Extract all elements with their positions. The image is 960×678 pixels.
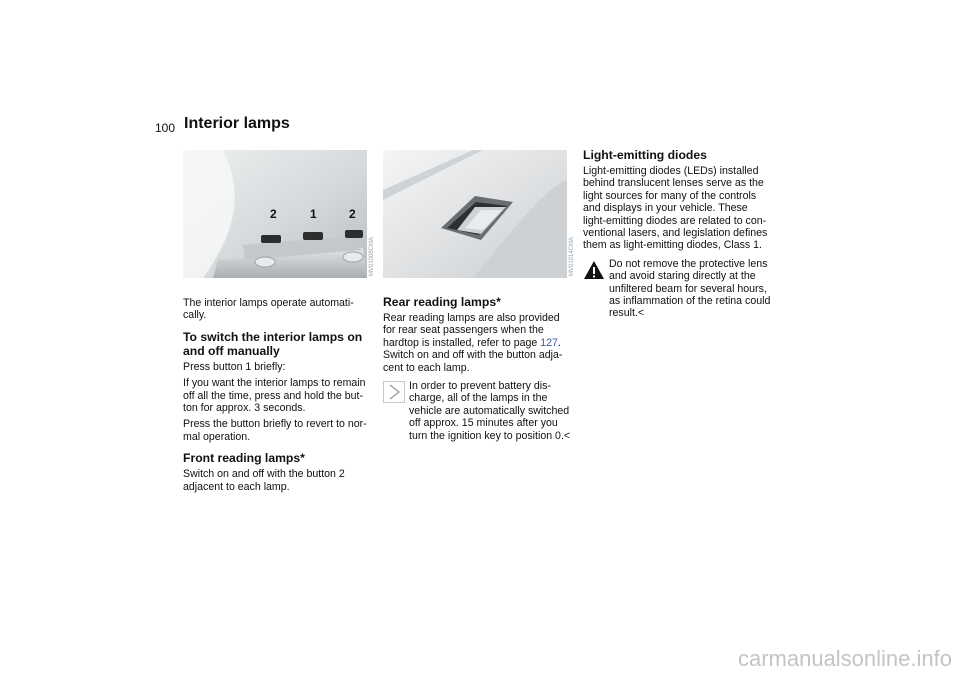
end-marker: < — [563, 429, 571, 442]
page-title: Interior lamps — [184, 115, 290, 132]
figure-code-1: MV01008CMA — [369, 236, 375, 276]
led-heading: Light-emitting diodes — [583, 148, 707, 162]
switch-step-3: Press the button briefly to revert to nor-mal operation. — [183, 418, 367, 443]
switch-heading: To switch the interior lamps on and off manually — [183, 329, 363, 358]
callout-label-2-left: 2 — [270, 207, 277, 221]
led-warning-text: Do not remove the protective lens and avoid staring directly at the unfiltered beam for several hours, as inflammation of the retina could result. — [609, 257, 771, 320]
rear-reading-text-b: . Switch on and off with the button adja-cent to each lamp. — [383, 336, 563, 374]
switch-step-1: Press button 1 briefly: — [183, 360, 286, 373]
callout-label-1: 1 — [310, 207, 317, 221]
callout-label-2-right: 2 — [349, 207, 356, 221]
intro-text: The interior lamps operate automati-cally. — [183, 297, 354, 322]
rear-reading-text — [383, 312, 573, 374]
led-warning — [583, 258, 773, 320]
figure-code-2: MV01014CMA — [569, 236, 575, 276]
battery-note-text: In order to prevent battery dis-charge, all of the lamps in the vehicle are automatically switched off approx. 15 minutes after you turn the ignition key to position 0. — [409, 380, 570, 442]
led-warning-text-wrap — [583, 258, 773, 320]
battery-note-text-wrap — [383, 380, 573, 442]
rear-lamp-photo — [383, 150, 567, 278]
warning-icon — [583, 259, 605, 281]
column-middle — [383, 295, 573, 446]
watermark-footer: carmanualsonline.info — [737, 646, 952, 671]
note-arrow-icon — [383, 381, 405, 403]
page-link-127[interactable]: 127 — [540, 336, 558, 349]
front-reading-text: Switch on and off with the button 2 adjacent to each lamp. — [183, 468, 345, 493]
battery-note — [383, 380, 573, 442]
end-marker-2: < — [637, 307, 645, 320]
column-left — [183, 297, 373, 497]
front-reading-heading: Front reading lamps* — [183, 451, 305, 466]
switch-step-2: If you want the interior lamps to remain off all the time, press and hold the but-ton for approx. 3 seconds. — [183, 377, 366, 415]
led-text: Light-emitting diodes (LEDs) installed behind translucent lenses serve as the light sources for many of the controls and displays in your vehicle. These light-emitting diodes are related to con-ventional lasers, and legislation defines them as light-emitting diodes, Class 1. — [583, 165, 768, 252]
page-number: 100 — [155, 121, 176, 135]
column-right — [583, 148, 773, 324]
rear-reading-text-a: Rear reading lamps are also provided for rear seat passengers when the hardtop is installed, refer to page — [383, 312, 560, 349]
front-lamp-photo — [183, 150, 367, 278]
rear-reading-heading: Rear reading lamps* — [383, 295, 501, 309]
